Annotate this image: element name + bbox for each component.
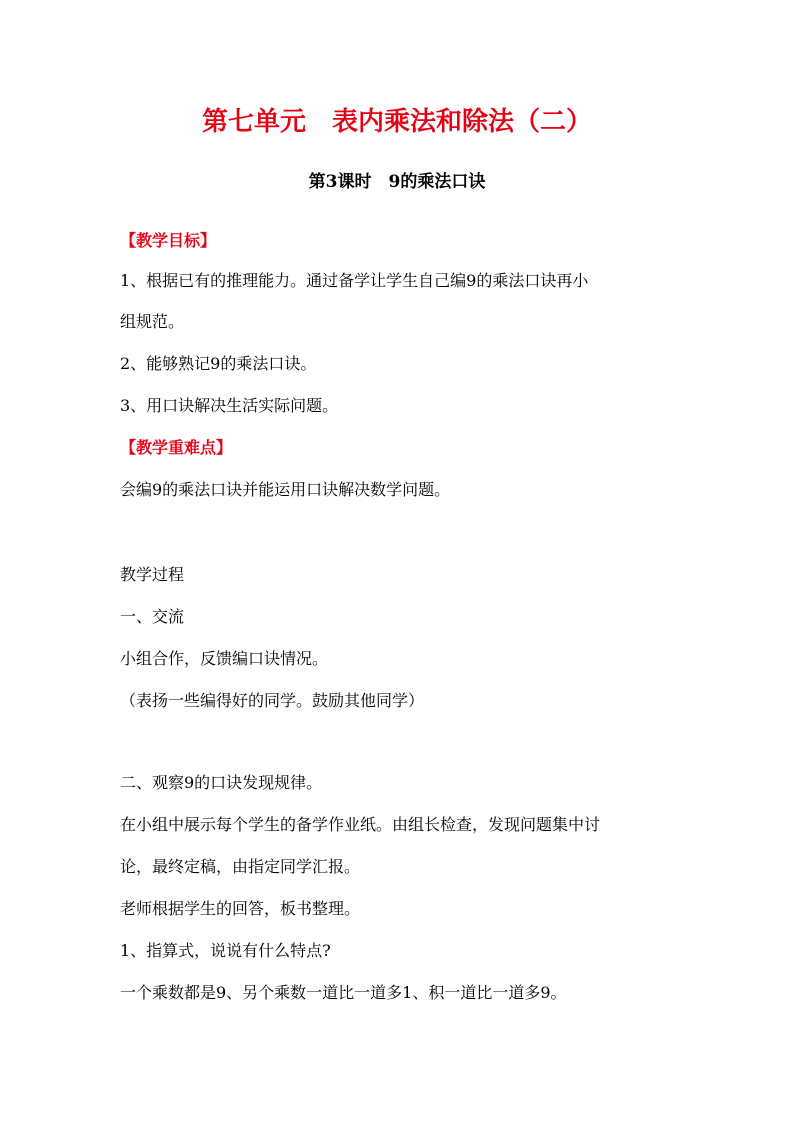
goals-heading: 【教学目标】 [120, 231, 217, 250]
part2-line: 1、指算式，说说有什么特点? [120, 941, 331, 960]
part2-title: 二、观察9的口诀发现规律。 [120, 773, 323, 792]
key-points-text: 会编9的乘法口诀并能运用口诀解决数学问题。 [120, 480, 451, 499]
part1-line: 小组合作，反馈编口诀情况。 [120, 649, 329, 668]
part2-line: 老师根据学生的回答，板书整理。 [120, 899, 361, 918]
goal-line: 组规范。 [120, 312, 185, 331]
process-heading: 教学过程 [120, 565, 185, 584]
goal-line: 3、用口诀解决生活实际问题。 [120, 396, 339, 415]
lesson-subtitle: 第3课时 9的乘法口诀 [308, 172, 486, 192]
part2-line: 论，最终定稿，由指定同学汇报。 [120, 857, 361, 876]
goal-line: 2、能够熟记9的乘法口诀。 [120, 354, 317, 373]
part2-line: 在小组中展示每个学生的备学作业纸。由组长检查，发现问题集中讨 [120, 815, 601, 834]
part1-line: （表扬一些编得好的同学。鼓励其他同学） [120, 691, 425, 710]
part1-title: 一、交流 [120, 607, 185, 626]
part2-line: 一个乘数都是9、另个乘数一道比一道多1、积一道比一道多9。 [120, 983, 567, 1002]
key-points-heading: 【教学重难点】 [120, 438, 233, 457]
page-title: 第七单元 表内乘法和除法（二） [201, 107, 592, 137]
goal-line: 1、根据已有的推理能力。通过备学让学生自己编9的乘法口诀再小 [120, 271, 589, 290]
